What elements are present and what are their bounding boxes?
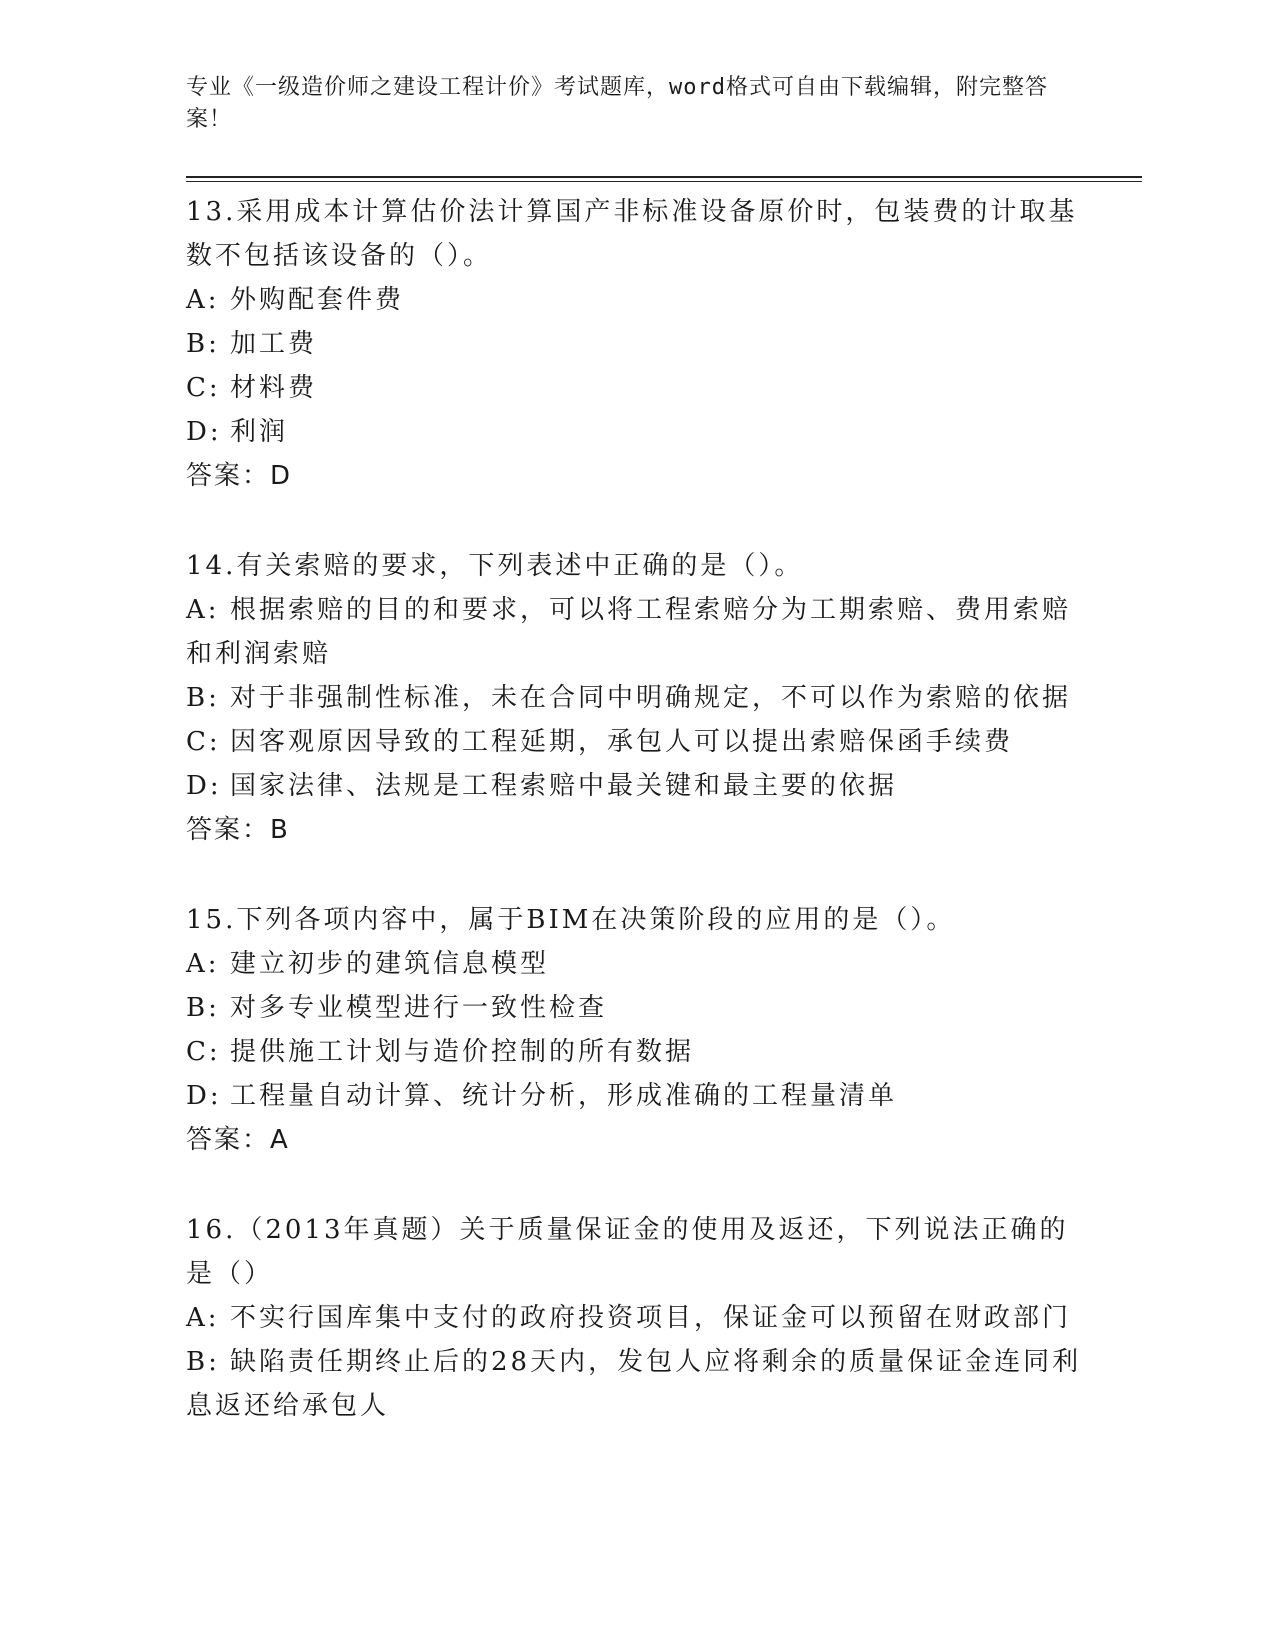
option-text: 缺陷责任期终止后的28天内，发包人应将剩余的质量保证金连同利息返还给承包人 bbox=[186, 1347, 1082, 1421]
option-text: 外购配套件费 bbox=[230, 285, 405, 315]
option-c bbox=[186, 720, 1086, 764]
option-a bbox=[186, 278, 1086, 322]
option-b bbox=[186, 322, 1086, 366]
option-b bbox=[186, 676, 1086, 720]
header-rule-thick bbox=[186, 176, 1142, 178]
option-letter: A: bbox=[186, 949, 220, 979]
option-d bbox=[186, 764, 1086, 808]
question-text: 13.采用成本计算估价法计算国产非标准设备原价时，包装费的计取基数不包括该设备的（）。 bbox=[186, 197, 1078, 271]
option-letter: B: bbox=[186, 683, 220, 713]
option-letter: B: bbox=[186, 1347, 220, 1377]
option-letter: B: bbox=[186, 993, 220, 1023]
answer-line: 答案：B bbox=[186, 815, 290, 845]
option-letter: C: bbox=[186, 1037, 221, 1067]
option-text: 材料费 bbox=[230, 373, 318, 403]
option-d bbox=[186, 1074, 1086, 1118]
question-14 bbox=[186, 544, 1086, 852]
option-text: 不实行国库集中支付的政府投资项目，保证金可以预留在财政部门 bbox=[230, 1303, 1072, 1333]
option-c bbox=[186, 1030, 1086, 1074]
option-text: 对多专业模型进行一致性检查 bbox=[230, 993, 608, 1023]
option-letter: B: bbox=[186, 329, 220, 359]
option-text: 工程量自动计算、统计分析，形成准确的工程量清单 bbox=[230, 1081, 898, 1111]
option-letter: A: bbox=[186, 595, 220, 625]
option-text: 提供施工计划与造价控制的所有数据 bbox=[230, 1037, 695, 1067]
option-text: 加工费 bbox=[230, 329, 318, 359]
option-c bbox=[186, 366, 1086, 410]
option-text: 国家法律、法规是工程索赔中最关键和最主要的依据 bbox=[230, 771, 898, 801]
option-letter: A: bbox=[186, 1303, 220, 1333]
question-15 bbox=[186, 898, 1086, 1162]
answer-line: 答案：D bbox=[186, 461, 293, 491]
option-letter: D: bbox=[186, 417, 222, 447]
option-text: 根据索赔的目的和要求，可以将工程索赔分为工期索赔、费用索赔和利润索赔 bbox=[186, 595, 1072, 669]
option-letter: D: bbox=[186, 1081, 222, 1111]
question-text: 16.（2013年真题）关于质量保证金的使用及返还，下列说法正确的是（） bbox=[186, 1215, 1069, 1289]
page-header: 专业《一级造价师之建设工程计价》考试题库，word格式可自由下载编辑，附完整答案！ bbox=[186, 75, 1048, 132]
option-letter: D: bbox=[186, 771, 222, 801]
option-d bbox=[186, 410, 1086, 454]
option-b bbox=[186, 1340, 1086, 1428]
option-letter: C: bbox=[186, 373, 221, 403]
option-a bbox=[186, 588, 1086, 676]
question-16 bbox=[186, 1208, 1086, 1428]
answer-line: 答案：A bbox=[186, 1125, 290, 1155]
option-a bbox=[186, 1296, 1086, 1340]
option-a bbox=[186, 942, 1086, 986]
option-text: 利润 bbox=[230, 417, 289, 447]
question-text: 15.下列各项内容中，属于BIM在决策阶段的应用的是（）。 bbox=[186, 905, 956, 935]
option-text: 因客观原因导致的工程延期，承包人可以提出索赔保函手续费 bbox=[230, 727, 1014, 757]
header-rule-thin bbox=[186, 181, 1142, 182]
question-list bbox=[186, 190, 1086, 1474]
question-13 bbox=[186, 190, 1086, 498]
question-text: 14.有关索赔的要求，下列表述中正确的是（）。 bbox=[186, 551, 804, 581]
option-text: 对于非强制性标准，未在合同中明确规定，不可以作为索赔的依据 bbox=[230, 683, 1072, 713]
option-letter: C: bbox=[186, 727, 221, 757]
option-b bbox=[186, 986, 1086, 1030]
option-letter: A: bbox=[186, 285, 220, 315]
option-text: 建立初步的建筑信息模型 bbox=[230, 949, 550, 979]
